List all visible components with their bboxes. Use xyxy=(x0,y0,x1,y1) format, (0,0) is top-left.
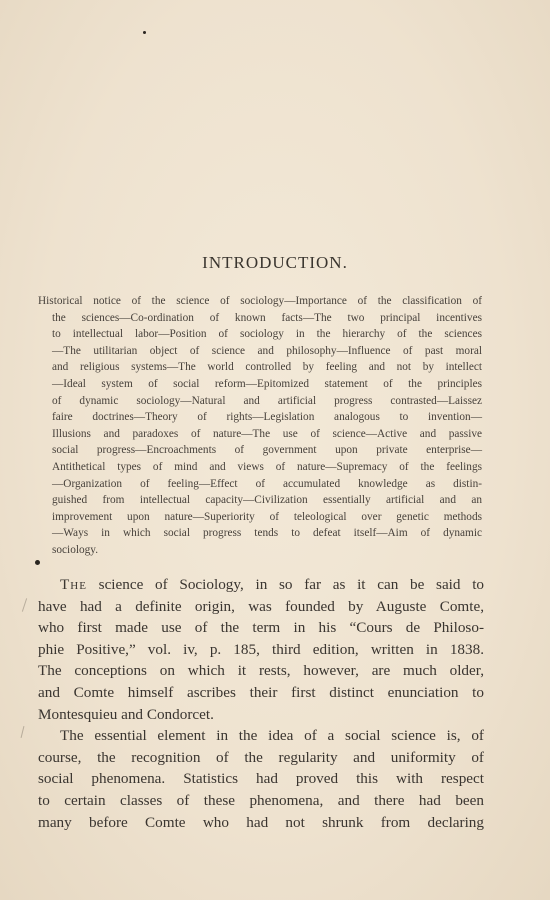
summary-line: to intellectual labor—Position of sociology in the hierarchy of the sciences xyxy=(52,328,482,341)
body-line: phie Positive,” vol. iv, p. 185, third edition, written in 1838. xyxy=(38,640,484,658)
body-line xyxy=(38,574,484,596)
body-line: and Comte himself ascribes their first distinct enunciation to xyxy=(38,683,484,701)
ink-speck xyxy=(143,31,146,34)
body-paragraphs xyxy=(38,574,484,833)
chapter-heading: INTRODUCTION. xyxy=(202,253,348,272)
summary-line: social progress—Encroachments of government upon private enterprise— xyxy=(52,444,482,457)
summary-line: sociology. xyxy=(52,543,99,556)
summary-line: Antithetical types of mind and views of nature—Supremacy of the feelings xyxy=(52,460,482,473)
summary-line: improvement upon nature—Superiority of teleological over genetic methods xyxy=(52,510,482,523)
summary-line: guished from intellectual capacity—Civilization essentially artificial and an xyxy=(52,494,482,507)
summary-line: the sciences—Co-ordination of known facts—The two principal incentives xyxy=(52,311,482,324)
summary-line: —Organization of feeling—Effect of accumulated knowledge as distin- xyxy=(52,477,482,490)
summary-line: —The utilitarian object of science and philosophy—Influence of past moral xyxy=(52,344,482,357)
body-line-text: science of Sociology, in so far as it can be said to xyxy=(98,576,485,593)
drop-word: The xyxy=(60,576,87,593)
summary-line: and religious systems—The world controlled by feeling and not by intellect xyxy=(52,361,482,374)
body-line: Montesquieu and Condorcet. xyxy=(38,705,214,723)
summary-line: Historical notice of the science of sociology—Importance of the classification of xyxy=(38,295,482,307)
summary-line: —Ideal system of social reform—Epitomized statement of the principles xyxy=(52,377,482,390)
chapter-summary xyxy=(38,293,482,559)
summary-line: faire doctrines—Theory of rights—Legislation analogous to invention— xyxy=(52,411,482,424)
summary-line: of dynamic sociology—Natural and artificial progress contrasted—Laissez xyxy=(52,394,482,407)
body-line: The conceptions on which it rests, however, are much older, xyxy=(38,662,484,680)
body-line: have had a definite origin, was founded by Auguste Comte, xyxy=(38,597,484,615)
body-line: to certain classes of these phenomena, and there had been xyxy=(38,791,484,809)
body-line: many before Comte who had not shrunk from declaring xyxy=(38,813,484,831)
pencil-mark xyxy=(22,598,27,612)
summary-line: —Ways in which social progress tends to defeat itself—Aim of dynamic xyxy=(52,527,482,540)
body-line: social phenomena. Statistics had proved this with respect xyxy=(38,770,484,788)
body-line: course, the recognition of the regularity and uniformity of xyxy=(38,748,484,766)
ink-speck xyxy=(35,560,40,565)
body-line: who first made use of the term in his “Cours de Philoso- xyxy=(38,619,484,637)
body-line: The essential element in the idea of a social science is, of xyxy=(60,727,484,745)
pencil-mark xyxy=(21,726,25,738)
summary-line: Illusions and paradoxes of nature—The use of science—Active and passive xyxy=(52,427,482,440)
